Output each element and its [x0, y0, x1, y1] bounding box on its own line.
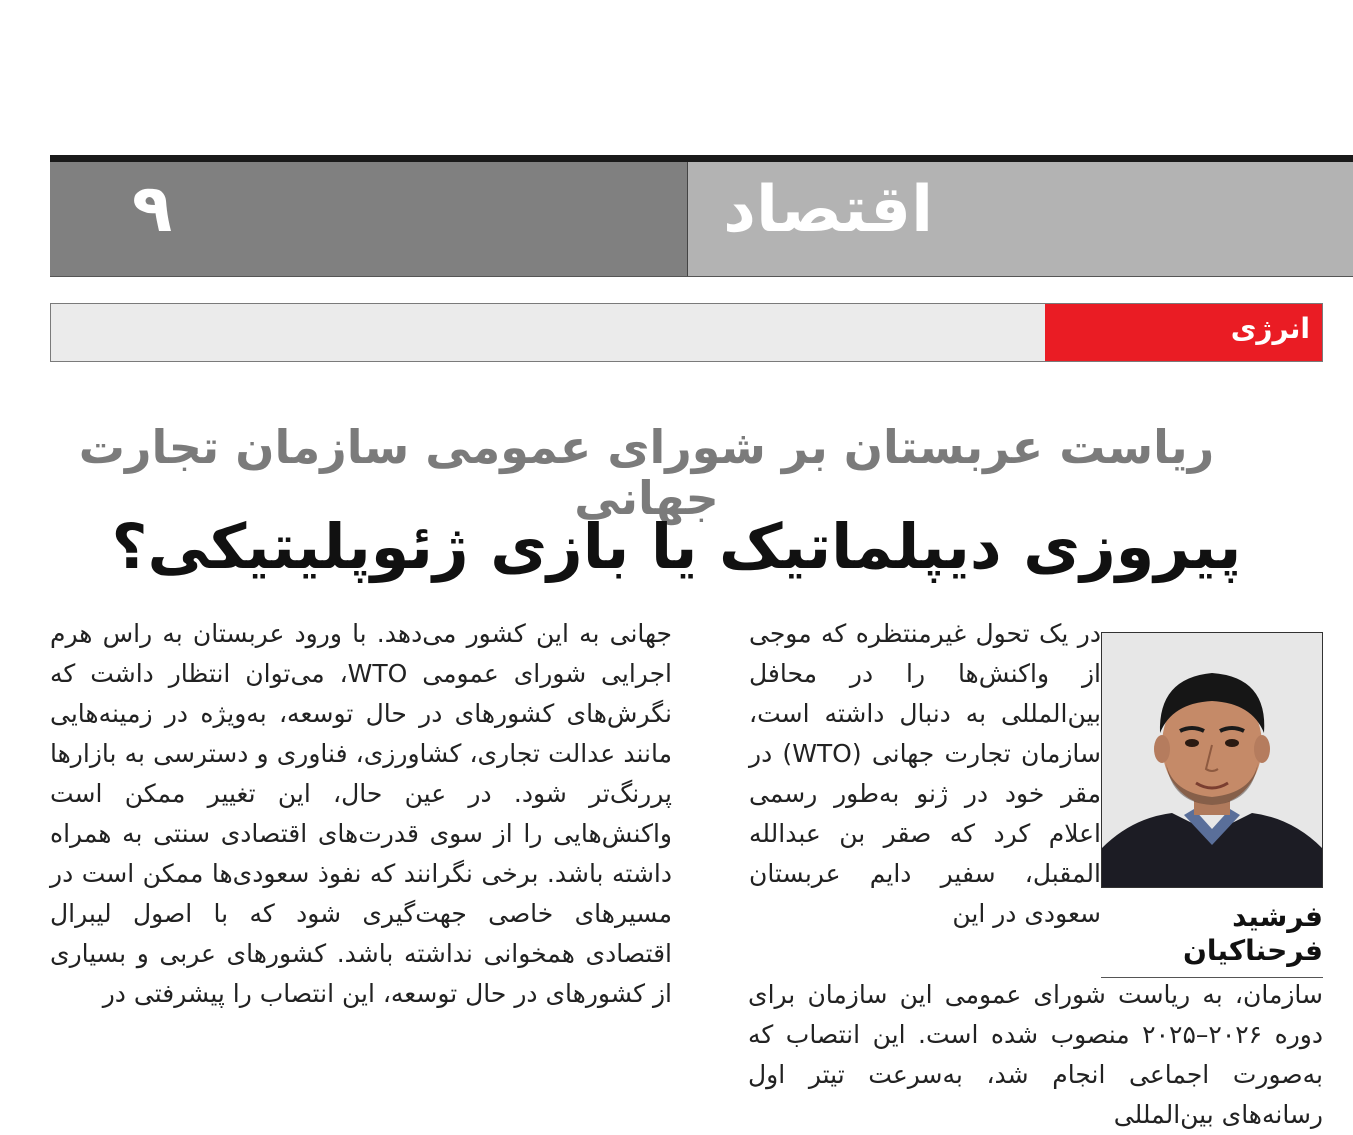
category-label: انرژی: [1230, 312, 1310, 345]
author-portrait-icon: [1102, 633, 1322, 887]
article-column-right-bottom: [748, 975, 1323, 1135]
category-bar: [50, 303, 1323, 362]
author-name: فرشید فرحناکیان: [1101, 900, 1323, 978]
section-title: اقتصاد: [723, 173, 933, 247]
article-column-left: [50, 614, 672, 1014]
page-number: ۹: [132, 170, 173, 247]
article-column-right-top: [749, 614, 1101, 934]
article-paragraph: در یک تحول غیرمنتظره که موجی از واکنش‌ها را در محافل بین‌المللی به دنبال داشته است، سازمان تجارت جهانی (WTO) در مقر خود در ژنو به‌طور رسمی اعلام کرد که صقر بن عبدالله المقبل، سفیر دایم عربستان سعودی در این: [749, 619, 1102, 928]
author-photo: [1101, 632, 1323, 888]
article-paragraph: سازمان، به ریاست شورای عمومی این سازمان برای دوره ۲۰۲۶–۲۰۲۵ منصوب شده است. این انتصاب که به‌صورت اجماعی انجام شد، به‌سرعت تیتر اول رسانه‌های بین‌المللی: [748, 980, 1323, 1129]
page-header-bar: [50, 155, 1353, 277]
article-paragraph: جهانی به این کشور می‌دهد. با ورود عربستان به راس هرم اجرایی شورای عمومی WTO، می‌توان انتظار داشت که نگرش‌های کشورهای در حال توسعه، به‌ویژه در زمینه‌هایی مانند عدالت تجاری، کشاورزی، فناوری و دسترسی به بازارها پررنگ‌تر شود. در عین حال، این تغییر ممکن است واکنش‌هایی را از سوی قدرت‌های اقتصادی سنتی به همراه داشته باشد. برخی نگرانند که نفوذ سعودی‌ها ممکن است در مسیرهای خاصی جهت‌گیری شود که با اصول لیبرال اقتصادی همخوانی نداشته باشد. کشورهای عربی و بسیاری از کشورهای در حال توسعه، این انتصاب را پیشرفتی در: [50, 619, 672, 1008]
page-number-box: [50, 162, 688, 276]
category-tag: [1045, 304, 1322, 361]
headline-title: پیروزی دیپلماتیک یا بازی ژئوپلیتیکی؟: [111, 510, 1242, 583]
headline-supertitle: ریاست عربستان بر شورای عمومی سازمان تجارت جهانی: [78, 420, 1215, 525]
